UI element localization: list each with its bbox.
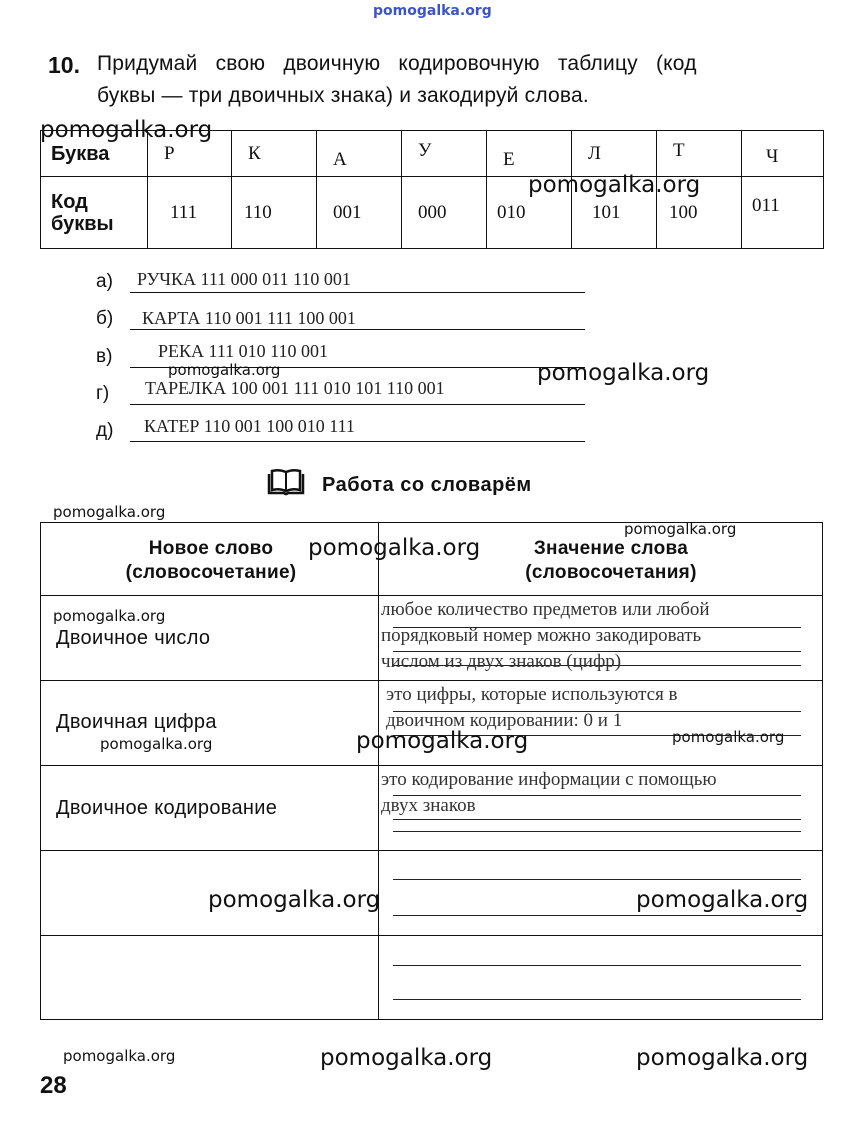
column-header-meaning-line-2: (словосочетания) [525, 562, 697, 583]
meaning-line [393, 999, 801, 1000]
row-divider [41, 765, 822, 766]
watermark-footer-right: pomogalka.org [636, 1045, 809, 1071]
answer-label: б) [96, 308, 114, 329]
row-divider [41, 595, 822, 596]
answer-text: РУЧКА 111 000 011 110 001 [137, 269, 351, 289]
meaning-line [393, 831, 801, 832]
column-header-meaning [481, 537, 741, 585]
answer-line [130, 404, 585, 405]
letter-cell: Т [657, 131, 742, 177]
meaning-text: двух знаков [381, 795, 476, 816]
answer-text: КАТЕР 110 001 100 010 111 [144, 416, 355, 436]
meaning-text: любое количество предметов или любой [381, 599, 710, 620]
column-header-word-line-1: Новое слово [148, 538, 274, 559]
answer-label: г) [96, 383, 110, 404]
dictionary-title: Работа со словарём [322, 474, 532, 496]
answer-line [130, 441, 585, 442]
code-cell: 100 [657, 177, 742, 249]
task-text-line-1: Придумай свою двоичную кодировочную таблицу (код [97, 52, 697, 75]
watermark-dict-top-left: pomogalka.org [53, 503, 166, 521]
code-cell: 101 [572, 177, 657, 249]
watermark-answers-small: pomogalka.org [168, 361, 281, 379]
task-number: 10. [48, 52, 80, 78]
letter-cell: Е [487, 131, 572, 177]
answer-label: д) [96, 420, 114, 441]
column-header-word-line-2: (словосочетание) [125, 562, 297, 583]
dictionary-word: Двоичная цифра [56, 711, 217, 733]
code-header-line-2: буквы [51, 212, 114, 235]
answer-label: а) [96, 271, 113, 292]
row-divider [41, 680, 822, 681]
code-table [40, 130, 824, 249]
task-text-line-2: буквы — три двоичных знака) и закодируй слова. [97, 84, 589, 107]
row-divider [41, 850, 822, 851]
meaning-text: числом из двух знаков (цифр) [381, 651, 622, 672]
watermark-top: pomogalka.org [373, 3, 492, 19]
code-cell: 110 [232, 177, 317, 249]
watermark-dict-top-right: pomogalka.org [624, 520, 737, 538]
meaning-line [393, 879, 801, 880]
letter-cell: Ч [742, 131, 824, 177]
answer-label: в) [96, 346, 113, 367]
letter-cell: Л [572, 131, 657, 177]
watermark-footer-center: pomogalka.org [320, 1045, 493, 1071]
answer-text: РЕКА 111 010 110 001 [158, 341, 329, 361]
watermark-dict-row4-left: pomogalka.org [208, 887, 381, 913]
meaning-line [393, 915, 801, 916]
watermark-dict-row2-right: pomogalka.org [672, 728, 785, 746]
watermark-table-left: pomogalka.org [40, 117, 213, 143]
answer-text: ТАРЕЛКА 100 001 111 010 101 110 001 [145, 378, 445, 398]
letter-cell: Р [148, 131, 232, 177]
meaning-line [393, 965, 801, 966]
code-cell: 000 [402, 177, 487, 249]
watermark-dict-row2-left: pomogalka.org [100, 735, 213, 753]
column-divider [378, 523, 379, 1019]
watermark-dict-head-center: pomogalka.org [308, 535, 481, 561]
meaning-text: двоичном кодировании: 0 и 1 [386, 710, 623, 731]
dictionary-table [40, 522, 823, 1020]
column-header-meaning-line-1: Значение слова [533, 538, 689, 559]
code-cell: 010 [487, 177, 572, 249]
meaning-text: это цифры, которые используются в [386, 684, 678, 705]
answer-text: КАРТА 110 001 111 100 001 [142, 308, 356, 328]
letter-cell: У [402, 131, 487, 177]
letter-cell: К [232, 131, 317, 177]
meaning-line [393, 819, 801, 820]
row-divider [41, 935, 822, 936]
watermark-answers-right: pomogalka.org [537, 360, 710, 386]
meaning-text: это кодирование информации с помощью [381, 769, 717, 790]
code-header [41, 177, 148, 249]
book-icon [266, 468, 306, 503]
answer-line [130, 292, 585, 293]
meaning-text: порядковый номер можно закодировать [381, 625, 702, 646]
code-header-line-1: Код [51, 190, 88, 213]
column-header-word [81, 537, 341, 585]
page-number: 28 [40, 1072, 67, 1099]
dictionary-word: Двоичное число [56, 627, 211, 649]
watermark-dict-row4-right: pomogalka.org [636, 887, 809, 913]
watermark-dict-row2-center: pomogalka.org [356, 728, 529, 754]
code-cell: 111 [148, 177, 232, 249]
answer-line [130, 329, 585, 330]
code-cell: 011 [742, 177, 824, 249]
watermark-footer-left: pomogalka.org [63, 1047, 176, 1065]
letter-cell: А [317, 131, 402, 177]
dictionary-word: Двоичное кодирование [56, 797, 278, 819]
watermark-table-right: pomogalka.org [528, 172, 701, 198]
letter-header: Буква [41, 131, 148, 177]
watermark-dict-row1: pomogalka.org [53, 607, 166, 625]
code-cell: 001 [317, 177, 402, 249]
